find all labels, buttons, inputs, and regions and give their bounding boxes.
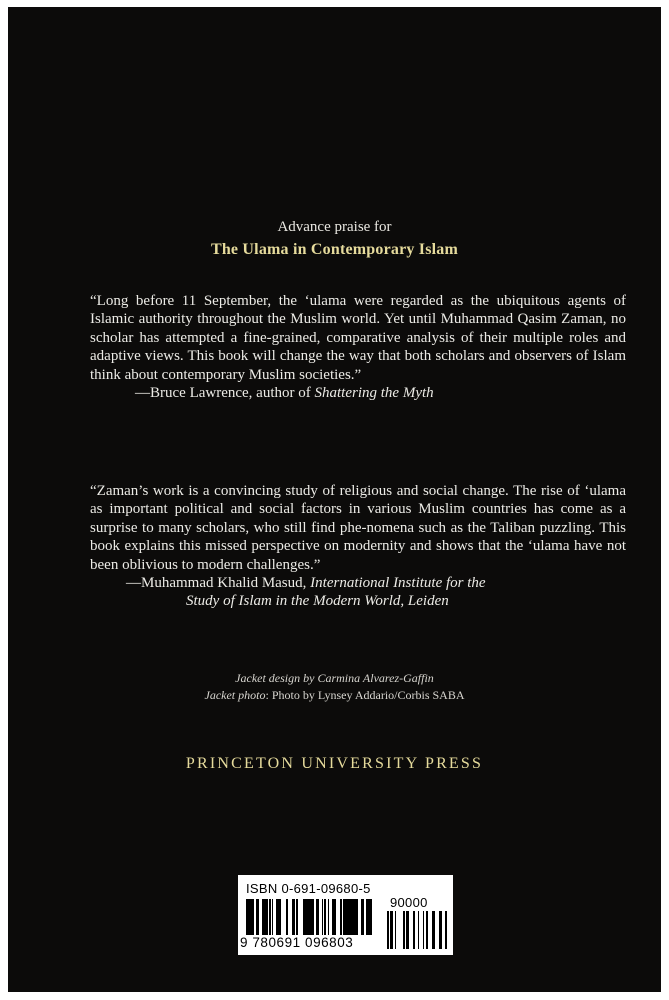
quote-2-attribution-prefix: —Muhammad Khalid Masud, <box>126 575 311 592</box>
book-title: The Ulama in Contemporary Islam <box>210 241 459 258</box>
jacket-design-text: Jacket design by Carmina Alvarez-Gaffin <box>235 671 434 685</box>
quote-1-attribution-prefix: —Bruce Lawrence, author of <box>135 385 315 402</box>
praise-quote-1 <box>90 292 626 402</box>
quote-2-attribution-line2: Study of Islam in the Modern World, Leiden <box>186 593 449 610</box>
jacket-design-credit <box>8 670 661 687</box>
praise-quote-2 <box>90 482 626 611</box>
ean-barcode-bars <box>246 899 376 935</box>
quote-2-attribution-line1: International Institute for the <box>310 575 486 592</box>
jacket-photo-credit <box>8 687 661 704</box>
book-back-cover <box>8 7 661 992</box>
jacket-credits <box>8 670 661 704</box>
ean-digits: 9 780691 096803 <box>240 935 354 950</box>
jacket-photo-text: : Photo by Lynsey Addario/Corbis SABA <box>265 688 465 702</box>
isbn-barcode <box>238 875 453 955</box>
publisher-name: PRINCETON UNIVERSITY PRESS <box>185 755 484 772</box>
price-addon-label: 90000 <box>390 895 428 910</box>
quote-2-text: “Zaman’s work is a convincing study of religious and social change. The rise of ‘ulama as important political and social factors in various Muslim countries has come as a surprise to many scholars, who still find phe-nomena such as the Taliban puzzling. This book explains this missed perspective on modernity and shows that the ‘ulama have not been oblivious to modern challenges.” <box>90 483 626 573</box>
quote-1-attribution <box>90 384 626 402</box>
quote-1-attribution-work: Shattering the Myth <box>314 385 434 402</box>
quote-1-text: “Long before 11 September, the ‘ulama were regarded as the ubiquitous agents of Islamic authority throughout the Muslim world. Yet until Muhammad Qasim Zaman, no scholar has attempted a fine-grained, comparative analysis of their multiple roles and adaptive views. This book will change the way that both scholars and observers of Islam think about contemporary Muslim societies.” <box>90 293 626 383</box>
jacket-photo-label: Jacket photo <box>204 688 266 702</box>
quote-2-attribution <box>90 574 626 611</box>
price-addon-bars <box>387 911 447 949</box>
praise-heading: Advance praise for <box>277 219 392 235</box>
isbn-label: ISBN 0-691-09680-5 <box>246 881 371 896</box>
